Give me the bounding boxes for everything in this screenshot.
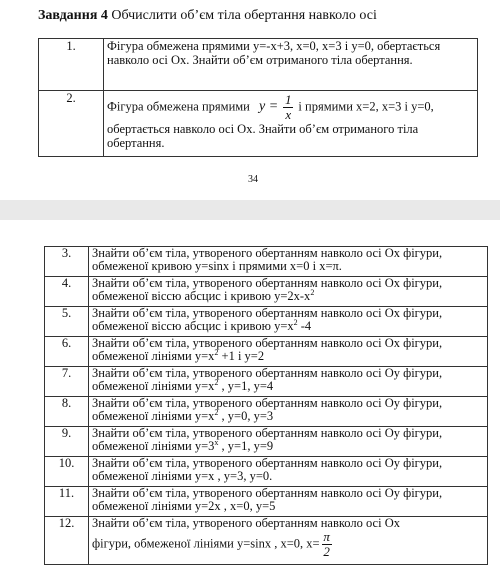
task-number: 12. [45, 517, 89, 565]
table-row [45, 307, 488, 337]
task-text-pre: фігури, обмеженої лініями y=sinx , x=0, x= [92, 536, 320, 551]
task-text-pre: Знайти об’єм тіла, утвореного обертанням навколо осі Ox фігури, обмеженої лініями y=x [92, 336, 443, 364]
task-text [89, 517, 488, 565]
task-text [89, 367, 488, 397]
fraction-denominator: x [285, 107, 292, 122]
task-text-post: +1 і y=2 [218, 349, 265, 364]
task-text-pre: Знайти об’єм тіла, утвореного обертанням навколо осі Oy фігури, обмеженої лініями y=3 [92, 426, 443, 454]
task-number: 2. [39, 91, 104, 157]
fraction-numerator: π [323, 529, 330, 545]
table-row [45, 277, 488, 307]
task-number: 3. [45, 247, 89, 277]
task-text-pre: Знайти об’єм тіла, утвореного обертанням навколо осі Oy фігури, обмеженої лініями y=x [92, 396, 443, 424]
tasks-table-2 [44, 246, 488, 565]
table-row [45, 517, 488, 565]
superscript: 2 [310, 288, 315, 298]
task-text [89, 307, 488, 337]
fraction-numerator: 1 [285, 92, 292, 107]
task-text-post: , y=0, y=3 [218, 409, 274, 424]
fraction-denominator: 2 [323, 544, 330, 560]
task-text [89, 277, 488, 307]
task-text [89, 397, 488, 427]
task-text: Знайти об’єм тіла, утвореного обертанням навколо осі Oy фігури, обмеженої лініями y=x , y=3, y=0. [89, 457, 488, 487]
task-number: 4. [45, 277, 89, 307]
task-text-pre: Знайти об’єм тіла, утвореного обертанням навколо осі Ox фігури, обмеженої віссю абсцис і кривою y=x [92, 306, 443, 334]
task-text [104, 91, 478, 157]
heading-text: Обчислити об’єм тіла обертання навколо осі [107, 8, 377, 23]
task-number: 10. [45, 457, 89, 487]
table-row [45, 337, 488, 367]
task-text: Знайти об’єм тіла, утвореного обертанням навколо осі Oy фігури, обмеженої лініями y=2x , x=0, y=5 [89, 487, 488, 517]
task-text-post: -4 [297, 319, 312, 334]
task-number: 6. [45, 337, 89, 367]
task-text-line2: обертається навколо осі Ox. Знайти об’єм отриманого тіла обертання. [107, 122, 419, 150]
task-text-post: і прямими x=2, x=3 і y=0, [298, 99, 434, 114]
table-row [45, 487, 488, 517]
page-separator [0, 200, 500, 220]
formula-lhs: y = [259, 99, 279, 115]
task-text-pre: Знайти об’єм тіла, утвореного обертанням навколо осі Oy фігури, обмеженої лініями y=x [92, 366, 443, 394]
fraction [322, 530, 332, 559]
page-bottom [0, 220, 500, 578]
table-row [45, 247, 488, 277]
table-row [45, 367, 488, 397]
superscript: 2 [214, 408, 219, 418]
task-number: 11. [45, 487, 89, 517]
task-text-post: , y=1, y=9 [218, 439, 274, 454]
task-number: 9. [45, 427, 89, 457]
superscript: 2 [214, 378, 219, 388]
task-text [89, 427, 488, 457]
table-row [45, 427, 488, 457]
assignment-heading [38, 8, 377, 24]
table-row [39, 39, 478, 91]
task-number: 8. [45, 397, 89, 427]
task-number: 7. [45, 367, 89, 397]
task-text-line1: Знайти об’єм тіла, утвореного обертанням навколо осі Ox [92, 516, 400, 530]
task-number: 1. [39, 39, 104, 91]
page-top [0, 0, 500, 200]
fraction [283, 93, 293, 122]
task-text [89, 337, 488, 367]
task-text-pre: Фігура обмежена прямими [107, 99, 250, 114]
heading-bold: Завдання 4 [38, 8, 108, 23]
task-text: Фігура обмежена прямими y=-x+3, x=0, x=3 і y=0, обертається навколо осі Ox. Знайти об’єм отриманого тіла обертання. [104, 39, 478, 91]
superscript: 2 [214, 348, 219, 358]
task-text: Знайти об’єм тіла, утвореного обертанням навколо осі Ox фігури, обмеженої кривою y=sinx і прямими x=0 і x=π. [89, 247, 488, 277]
superscript: x [214, 438, 219, 448]
page-number: 34 [248, 174, 258, 185]
task-text-post: , y=1, y=4 [218, 379, 274, 394]
task-text-pre: Знайти об’єм тіла, утвореного обертанням навколо осі Ox фігури, обмеженої віссю абсцис і кривою y=2x-x [92, 276, 443, 304]
tasks-table-1 [38, 38, 478, 157]
table-row [45, 397, 488, 427]
task-number: 5. [45, 307, 89, 337]
superscript: 2 [293, 318, 298, 328]
table-row [45, 457, 488, 487]
table-row [39, 91, 478, 157]
